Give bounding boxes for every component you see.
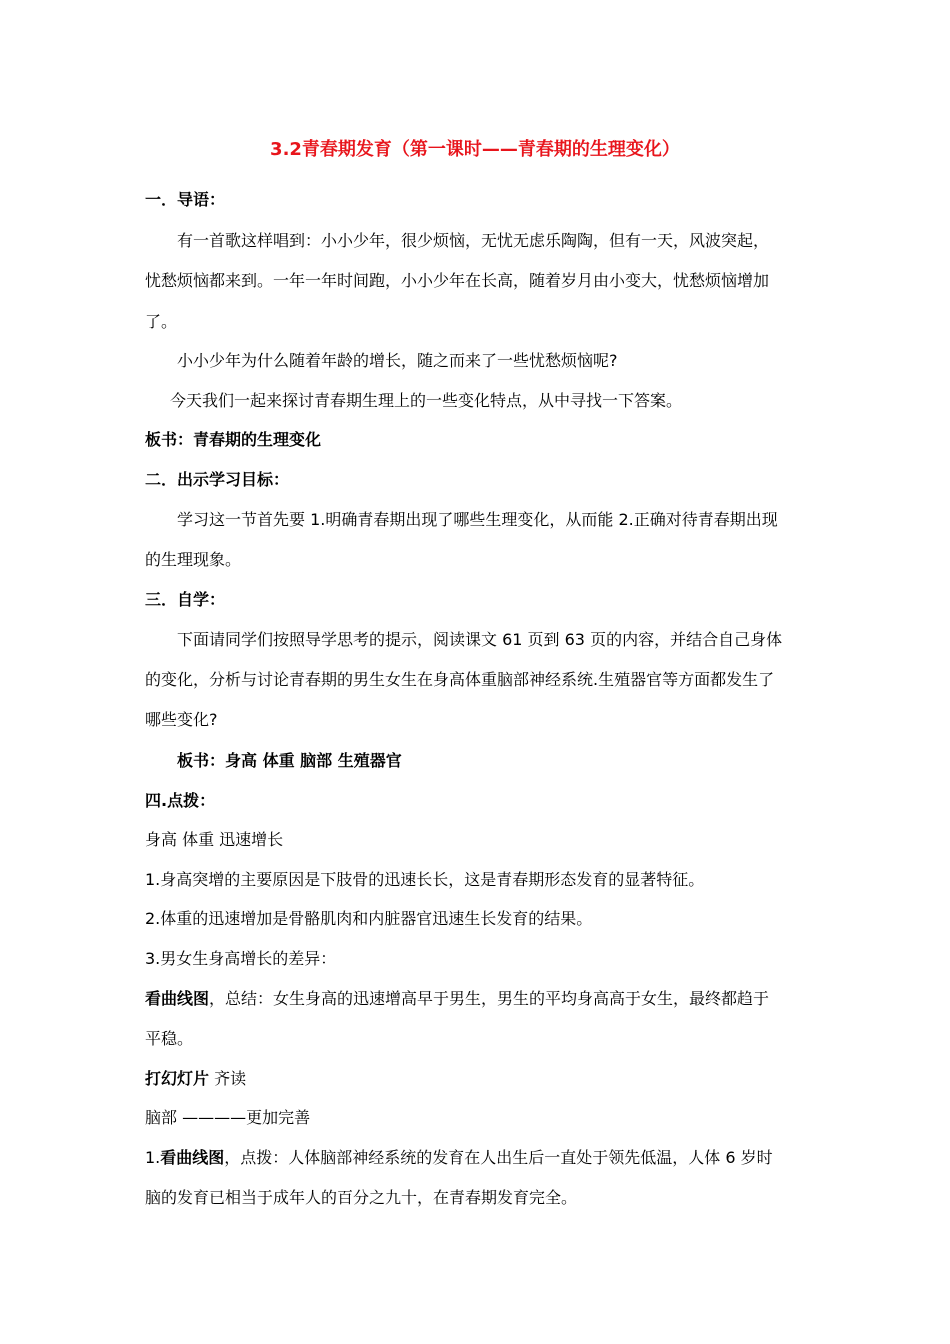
paragraph-line: 2.体重的迅速增加是骨骼肌肉和内脏器官迅速生长发育的结果。 — [145, 909, 593, 928]
text-run: ，点拨：人体脑部神经系统的发育在人出生后一直处于领先低温，人体 6 岁时 — [224, 1148, 773, 1167]
paragraph-line: 1.身高突增的主要原因是下肢骨的迅速长长，这是青春期形态发育的显著特征。 — [145, 870, 705, 889]
paragraph-line: 了。 — [145, 312, 178, 331]
paragraph-line: 脑部 ————更加完善 — [145, 1108, 311, 1127]
paragraph-line: 今天我们一起来探讨青春期生理上的一些变化特点，从中寻找一下答案。 — [170, 391, 683, 410]
paragraph-line — [145, 1147, 773, 1169]
paragraph-line: 平稳。 — [145, 1029, 194, 1048]
bold-phrase: 打幻灯片 — [145, 1069, 210, 1088]
paragraph-line: 哪些变化? — [145, 710, 218, 729]
paragraph-line: 忧愁烦恼都来到。一年一年时间跑，小小少年在长高，随着岁月由小变大，忧愁烦恼增加 — [145, 271, 770, 290]
bold-phrase: 看曲线图 — [160, 1148, 225, 1167]
board-note: 板书：身高 体重 脑部 生殖器官 — [177, 751, 402, 770]
document-title: 3.2青春期发育（第一课时——青春期的生理变化） — [270, 139, 680, 160]
paragraph-line: 的生理现象。 — [145, 550, 242, 569]
text-run: 1. — [145, 1148, 161, 1167]
bold-phrase: 看曲线图 — [145, 989, 210, 1008]
section-heading-goals: 二．出示学习目标： — [145, 470, 290, 489]
paragraph-line: 脑的发育已相当于成年人的百分之九十，在青春期发育完全。 — [145, 1188, 578, 1207]
section-heading-intro: 一．导语： — [145, 190, 226, 209]
paragraph-line: 的变化，分析与讨论青春期的男生女生在身高体重脑部神经系统.生殖器官等方面都发生了 — [145, 670, 775, 689]
text-run: ，总结：女生身高的迅速增高早于男生，男生的平均身高高于女生，最终都趋于 — [209, 989, 770, 1008]
paragraph-line: 3.男女生身高增长的差异： — [145, 949, 337, 968]
paragraph-line: 有一首歌这样唱到：小小少年，很少烦恼，无忧无虑乐陶陶，但有一天，风波突起， — [177, 231, 770, 250]
text-run: 齐读 — [209, 1069, 247, 1088]
section-heading-self-study: 三．自学： — [145, 590, 226, 609]
board-note: 板书：青春期的生理变化 — [145, 430, 322, 449]
paragraph-line: 身高 体重 迅速增长 — [145, 830, 284, 849]
paragraph-line — [145, 1068, 246, 1090]
section-heading-guidance: 四.点拨： — [145, 791, 216, 810]
paragraph-line — [145, 988, 769, 1010]
paragraph-line: 下面请同学们按照导学思考的提示，阅读课文 61 页到 63 页的内容，并结合自己身体 — [177, 630, 783, 649]
paragraph-line: 小小少年为什么随着年龄的增长，随之而来了一些忧愁烦恼呢? — [177, 351, 618, 370]
paragraph-line: 学习这一节首先要 1.明确青春期出现了哪些生理变化，从而能 2.正确对待青春期出现 — [177, 510, 778, 529]
